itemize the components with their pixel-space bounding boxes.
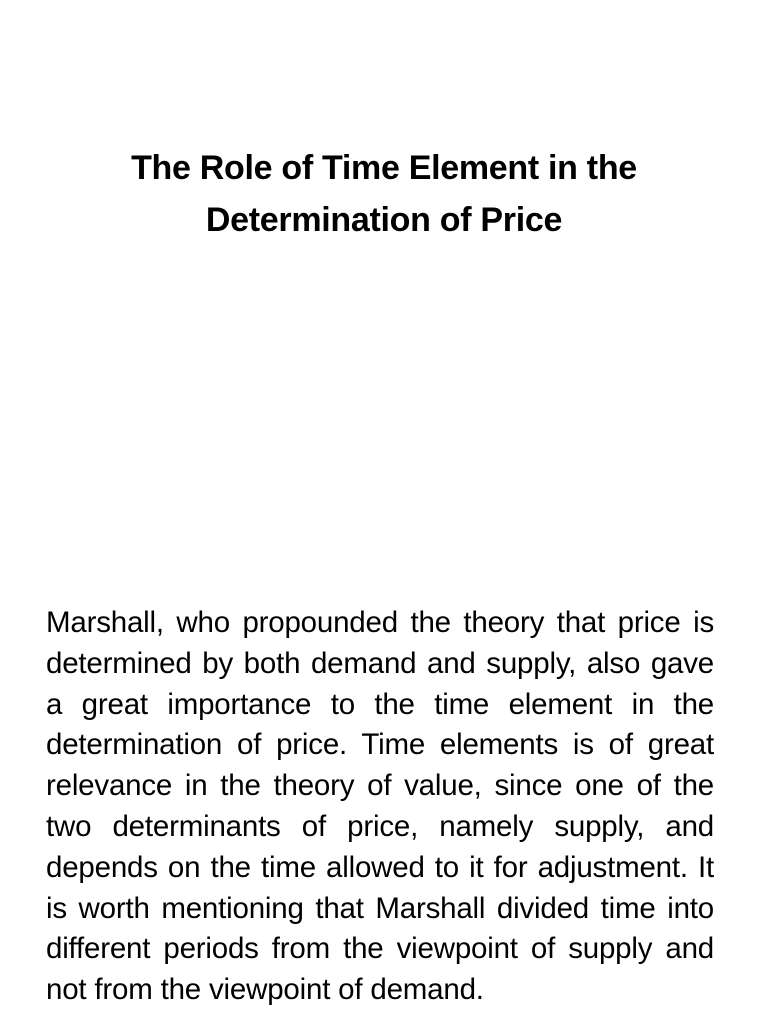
slide-title: The Role of Time Element in the Determination of Price (131, 149, 637, 239)
slide-body-text: Marshall, who propounded the theory that price is determined by both demand and supply, also gave a great importance to the time element in the determination of price. Time elements is of great relevance in the theory of value, since one of the two determinants of price, namely supply, and depends on the time allowed to it for adjustment. It is worth mentioning that Marshall divided time into different periods from the viewpoint of supply and not from the viewpoint of demand. (46, 606, 714, 1007)
